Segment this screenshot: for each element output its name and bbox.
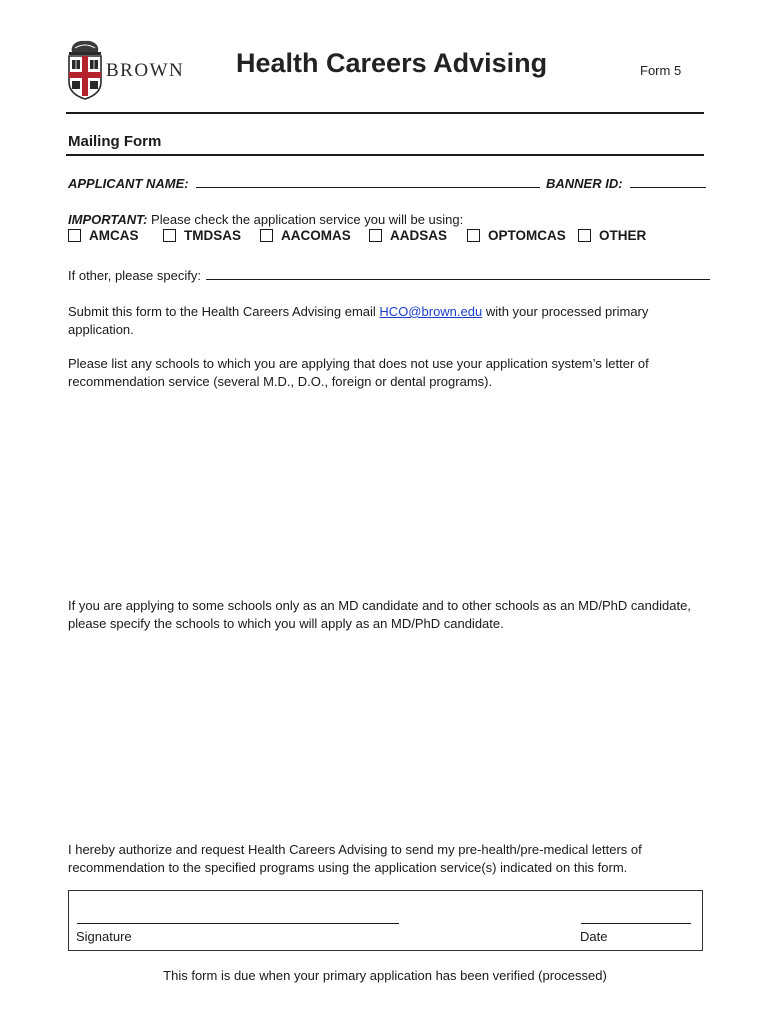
- section-divider: [66, 154, 704, 156]
- other-specify-field[interactable]: [206, 279, 710, 280]
- checkbox[interactable]: [260, 229, 273, 242]
- mdphd-schools-area[interactable]: [68, 640, 703, 830]
- service-option-amcas[interactable]: AMCAS: [68, 228, 163, 243]
- date-label: Date: [580, 929, 608, 944]
- service-option-tmdsas[interactable]: TMDSAS: [163, 228, 260, 243]
- checkbox[interactable]: [163, 229, 176, 242]
- signature-field[interactable]: [77, 923, 399, 924]
- important-label: IMPORTANT:: [68, 212, 148, 227]
- brown-logo: [66, 38, 186, 102]
- other-specify-label: If other, please specify:: [68, 268, 201, 283]
- mdphd-instructions: If you are applying to some schools only as an MD candidate and to other schools as an MD/PhD candidate, please specify the schools to which you will apply as an MD/PhD candidate.: [68, 598, 691, 631]
- signature-label: Signature: [76, 929, 132, 944]
- banner-id-label: BANNER ID:: [546, 176, 623, 191]
- authorization-statement: I hereby authorize and request Health Careers Advising to send my pre-health/pre-medical letters of recommendation to the specified programs using the application service(s) indicated on this form.: [68, 842, 642, 875]
- date-field[interactable]: [581, 923, 691, 924]
- banner-id-field[interactable]: [630, 187, 706, 188]
- applicant-name-label: APPLICANT NAME:: [68, 176, 189, 191]
- applicant-name-field[interactable]: [196, 187, 540, 188]
- service-option-aadsas[interactable]: AADSAS: [369, 228, 467, 243]
- service-option-aacomas[interactable]: AACOMAS: [260, 228, 369, 243]
- form-number: Form 5: [640, 63, 682, 78]
- brown-shield-icon: [66, 38, 104, 100]
- footer-note: This form is due when your primary application has been verified (processed): [163, 968, 607, 983]
- applicant-name-row: [68, 176, 540, 191]
- other-specify-row: [68, 268, 710, 283]
- important-text: Please check the application service you will be using:: [147, 212, 464, 227]
- checkbox[interactable]: [578, 229, 591, 242]
- signature-box: [68, 890, 703, 951]
- schools-list-area[interactable]: [68, 398, 703, 588]
- section-title: Mailing Form: [68, 133, 162, 150]
- service-options: [68, 228, 646, 243]
- important-note: [68, 212, 463, 227]
- checkbox[interactable]: [467, 229, 480, 242]
- header-divider: [66, 112, 704, 114]
- checkbox[interactable]: [68, 229, 81, 242]
- banner-id-row: [546, 176, 706, 191]
- schools-list-instructions: Please list any schools to which you are applying that does not use your application system’s letter of recommendation service (several M.D., D.O., foreign or dental programs).: [68, 356, 649, 389]
- logo-wordmark: BROWN: [106, 60, 185, 81]
- service-option-other[interactable]: OTHER: [578, 228, 646, 243]
- service-option-optomcas[interactable]: OPTOMCAS: [467, 228, 578, 243]
- submit-instructions: Submit this form to the Health Careers Advising email HCO@brown.edu with your processed primary application.: [68, 304, 649, 337]
- checkbox[interactable]: [369, 229, 382, 242]
- email-link[interactable]: HCO@brown.edu: [379, 304, 483, 319]
- page-title: Health Careers Advising: [236, 48, 548, 78]
